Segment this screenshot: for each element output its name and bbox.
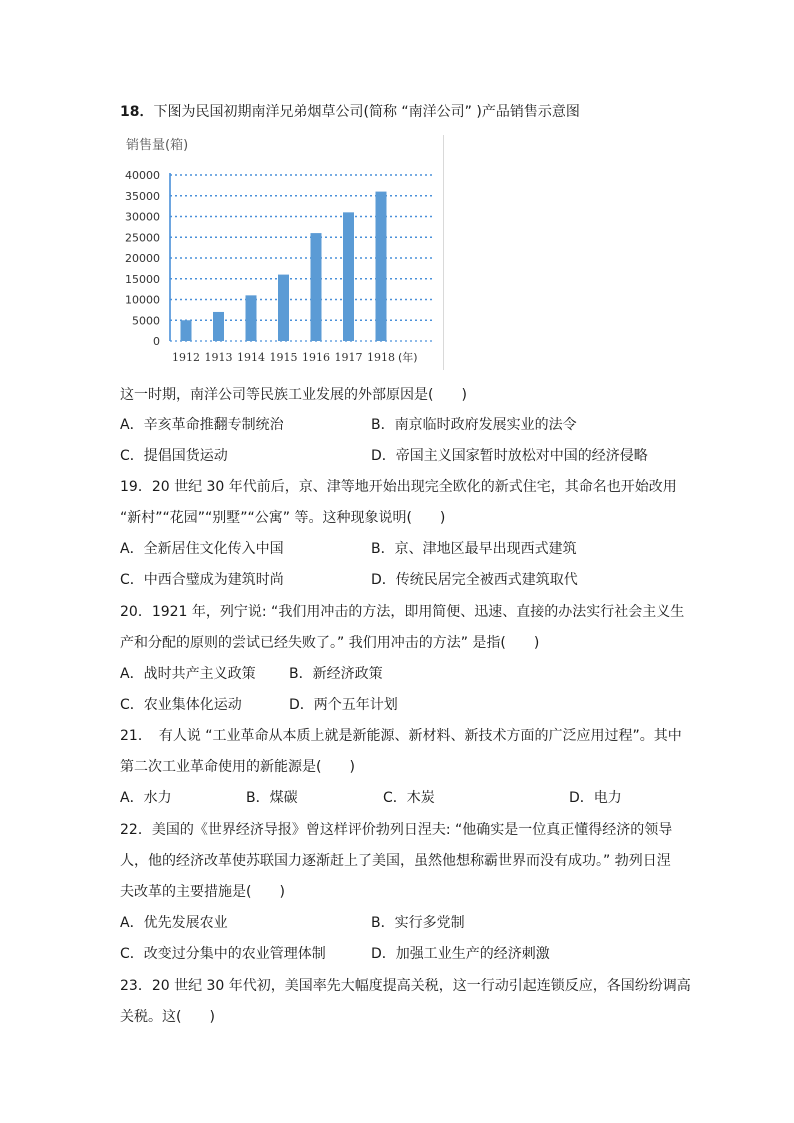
q21-option-a: A．水力	[120, 790, 172, 806]
q19-option-b: B．京、津地区最早出现西式建筑	[371, 541, 577, 557]
q18-option-a: A．辛亥革命推翻专制统治	[120, 417, 284, 433]
q21-option-b: B．煤碳	[246, 790, 298, 806]
q20-line2: 产和分配的原则的尝试已经失败了。” 我们用冲击的方法” 是指( )	[120, 635, 540, 651]
y-axis-title: 销售量(箱)	[126, 138, 189, 153]
y-tick-label: 10000	[125, 293, 160, 307]
chart-border-line	[443, 135, 444, 370]
y-tick-label: 15000	[125, 272, 160, 286]
x-tick-label: 1914	[237, 351, 265, 364]
q23-line2: 关税。这( )	[120, 1009, 215, 1025]
sales-chart	[120, 133, 450, 373]
x-tick-label: 1918	[367, 351, 395, 364]
x-tick-label: 1912	[172, 351, 200, 364]
q18-stem-text: 下图为民国初期南洋兄弟烟草公司(简称 “南洋公司” )产品销售示意图	[153, 104, 580, 120]
x-axis-unit: (年)	[398, 351, 418, 364]
bar-1912	[181, 320, 192, 341]
x-tick-label: 1917	[334, 351, 363, 364]
bar-1914	[246, 295, 257, 341]
q20-option-d: D．两个五年计划	[289, 697, 398, 713]
q20-option-c: C．农业集体化运动	[120, 697, 242, 713]
y-tick-label: 30000	[125, 210, 160, 224]
q23-line1: 23．20 世纪 30 年代初，美国率先大幅度提高关税，这一行动引起连锁反应，各国纷纷调高	[120, 978, 691, 994]
bar-1917	[343, 212, 354, 341]
y-tick-label: 40000	[125, 169, 160, 182]
q21-option-c: C．木炭	[383, 790, 435, 806]
q18-option-d: D．帝国主义国家暂时放松对中国的经济侵略	[371, 448, 648, 464]
q22-option-b: B．实行多党制	[371, 915, 465, 931]
q22-option-a: A．优先发展农业	[120, 915, 228, 931]
q18-stem	[120, 102, 580, 122]
q18-option-b: B．南京临时政府发展实业的法令	[371, 417, 577, 433]
x-tick-label: 1913	[204, 351, 233, 364]
y-tick-label: 0	[153, 335, 160, 348]
q18-question: 这一时期，南洋公司等民族工业发展的外部原因是( )	[120, 387, 467, 403]
y-tick-label: 35000	[125, 189, 160, 203]
q21-option-d: D．电力	[569, 790, 622, 806]
x-tick-label: 1915	[269, 351, 298, 364]
bar-1913	[213, 312, 224, 341]
q20-option-b: B．新经济政策	[289, 666, 383, 682]
q19-option-d: D．传统民居完全被西式建筑取代	[371, 572, 578, 588]
bar-1918	[376, 192, 387, 341]
x-tick-label: 1916	[302, 351, 330, 364]
y-tick-label: 5000	[132, 314, 160, 328]
q19-line2: “新村”“花园”“别墅”“公寓” 等。这种现象说明( )	[120, 510, 446, 526]
q22-line3: 夫改革的主要措施是( )	[120, 884, 285, 900]
bar-1916	[311, 233, 322, 341]
q20-line1: 20．1921 年，列宁说: “我们用冲击的方法，即用简便、迅速、直接的办法实行社会主义生	[120, 604, 685, 620]
q22-option-d: D．加强工业生产的经济刺激	[371, 946, 550, 962]
sales-bar-chart-svg	[120, 133, 450, 373]
q18-number: 18．	[120, 104, 154, 120]
y-tick-label: 20000	[125, 252, 160, 265]
q22-line2: 人，他的经济改革使苏联国力逐渐赶上了美国，虽然他想称霸世界而没有成功。” 勃列日涅	[120, 853, 671, 869]
q19-line1: 19．20 世纪 30 年代前后，京、津等地开始出现完全欧化的新式住宅，其命名也开始改用	[120, 479, 677, 495]
q19-option-a: A．全新居住文化传入中国	[120, 541, 284, 557]
q22-option-c: C．改变过分集中的农业管理体制	[120, 946, 326, 962]
q19-option-c: C．中西合璧成为建筑时尚	[120, 572, 284, 588]
q21-line2: 第二次工业革命使用的新能源是( )	[120, 759, 355, 775]
bar-1915	[278, 275, 289, 341]
q21-line1: 21． 有人说 “工业革命从本质上就是新能源、新材料、新技术方面的广泛应用过程”。其中	[120, 728, 682, 744]
q20-option-a: A．战时共产主义政策	[120, 666, 256, 682]
q22-line1: 22．美国的《世界经济导报》曾这样评价勃列日涅夫: “他确实是一位真正懂得经济的领导	[120, 822, 673, 838]
q18-option-c: C．提倡国货运动	[120, 448, 228, 464]
y-tick-label: 25000	[125, 231, 160, 245]
